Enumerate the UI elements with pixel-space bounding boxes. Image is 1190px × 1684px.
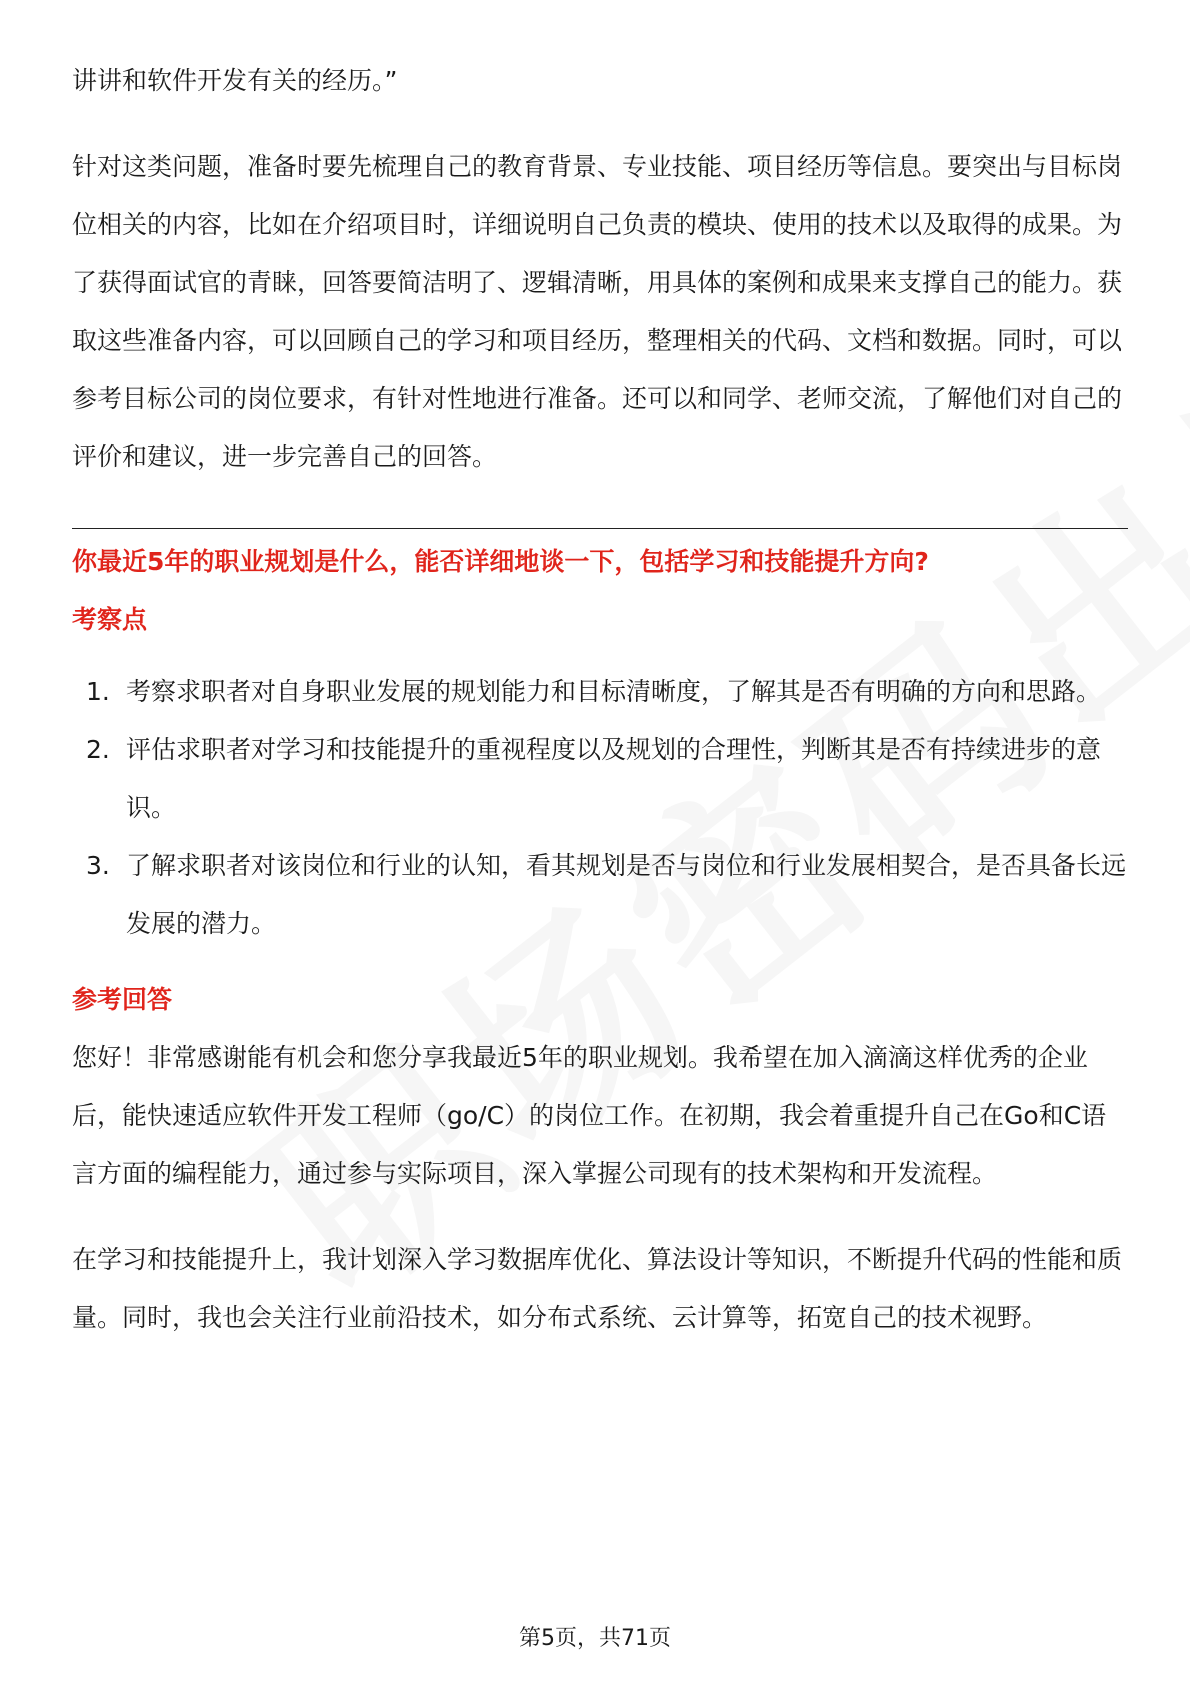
list-item-number: 2. — [86, 735, 110, 764]
section-divider — [72, 528, 1128, 529]
points-list — [72, 663, 1128, 953]
list-item-text: 考察求职者对自身职业发展的规划能力和目标清晰度，了解其是否有明确的方向和思路。 — [126, 677, 1102, 706]
page-footer: 第5页，共71页 — [519, 1626, 671, 1651]
intro-line-continuation: 讲讲和软件开发有关的经历。” — [72, 66, 398, 95]
intro-paragraph: 针对这类问题，准备时要先梳理自己的教育背景、专业技能、项目经历等信息。要突出与目标岗位相关的内容，比如在介绍项目时，详细说明自己负责的模块、使用的技术以及取得的成果。为了获得面试官的青睐，回答要简洁明了、逻辑清晰，用具体的案例和成果来支撑自己的能力。获取这些准备内容，可以回顾自己的学习和项目经历，整理相关的代码、文档和数据。同时，可以参考目标公司的岗位要求，有针对性地进行准备。还可以和同学、老师交流，了解他们对自己的评价和建议，进一步完善自己的回答。 — [72, 152, 1123, 471]
list-item-number: 1. — [86, 677, 110, 706]
list-item — [72, 837, 1128, 953]
answer-paragraph-2: 在学习和技能提升上，我计划深入学习数据库优化、算法设计等知识，不断提升代码的性能和质量。同时，我也会关注行业前沿技术，如分布式系统、云计算等，拓宽自己的技术视野。 — [72, 1245, 1123, 1332]
list-item-text: 了解求职者对该岗位和行业的认知，看其规划是否与岗位和行业发展相契合，是否具备长远发展的潜力。 — [126, 851, 1127, 938]
question-title: 你最近5年的职业规划是什么，能否详细地谈一下，包括学习和技能提升方向? — [72, 547, 929, 576]
answer-heading: 参考回答 — [72, 985, 173, 1014]
answer-paragraph-1: 您好！非常感谢能有机会和您分享我最近5年的职业规划。我希望在加入滴滴这样优秀的企业后，能快速适应软件开发工程师（go/C）的岗位工作。在初期，我会着重提升自己在Go和C语言方面的编程能力，通过参与实际项目，深入掌握公司现有的技术架构和开发流程。 — [72, 1043, 1107, 1188]
document-page — [72, 52, 1128, 1347]
points-heading: 考察点 — [72, 605, 148, 634]
list-item-number: 3. — [86, 851, 110, 880]
list-item — [72, 663, 1128, 721]
list-item — [72, 721, 1128, 837]
list-item-text: 评估求职者对学习和技能提升的重视程度以及规划的合理性，判断其是否有持续进步的意识。 — [126, 735, 1102, 822]
